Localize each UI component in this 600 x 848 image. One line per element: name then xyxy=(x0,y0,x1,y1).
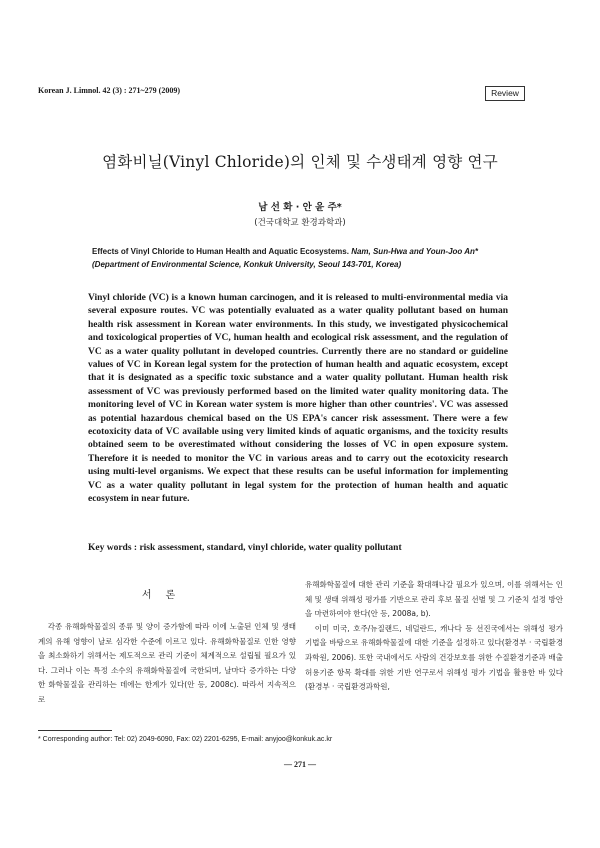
body-text-left-column: 각종 유해화학물질의 종류 및 양이 증가함에 따라 이에 노출된 인체 및 생태계의 유해 영향이 날로 심각한 수준에 이르고 있다. 유해화학물질로 인한 영향을 최소화하기 위해서는 제도적으로 관리 기준이 체계적으로 설립될 필요가 있다. 그러나 이는 특정 소수의 유해화학물질에 국한되며, 날마다 증가하는 다양한 화학물질을 관리하는 데에는 한계가 있다(안 등, 2008c). 따라서 지속적으로 xyxy=(38,622,296,704)
body-text-right-column xyxy=(305,578,563,695)
body-paragraph: 유해화학물질에 대한 관리 기준을 확대해나갈 필요가 있으며, 이를 위해서는 인체 및 생태 위해성 평가를 기반으로 관리 후보 물질 선별 및 그 기준치 설정 방안을 마련하여야 한다(안 등, 2008a, b). xyxy=(305,580,563,619)
authors: 남 선 화 · 안 윤 주* xyxy=(258,202,342,213)
abstract: Vinyl chloride (VC) is a known human carcinogen, and it is released to multi-environmental media via several exposure routes. VC was potentially evaluated as a water quality pollutant based on human health risk assessment in Korean water environments. In this study, we investigated physicochemical and toxicological properties of VC, human health and ecological risk assessment, and the regulation of VC as a water quality pollutant in developed countries. Currently there are no standard or guideline values of VC in Korean legal system for the protection of human health and aquatic ecosystem, except that it is designated as a specific toxic substance and a water quality pollutant. Human health risk assessment of VC was previously performed based on the limited water quality monitoring data. The monitoring level of VC in Korean water system is more higher than other countries'. VC was assessed as potential hazardous chemical based on the US EPA's cancer risk assessment. There were a few ecotoxicity data of VC available using very limited kinds of aquatic organisms, and the toxicity results obtained seem to be overestimated without considering the losses of VC in open exposure system. Therefore it is needed to monitor the VC in various areas and to carry out the ecotoxicity research using multi-level organisms. We expect that these results can be useful information for implementing VC as a water quality pollutant in legal system for the protection of human health and aquatic ecosystem in near future. xyxy=(88,293,508,505)
corresponding-author-footnote: * Corresponding author: Tel: 02) 2049-6090, Fax: 02) 2201-6295, E-mail: anyjoo@konkuk.ac.kr xyxy=(38,736,333,743)
journal-citation: Korean J. Limnol. 42 (3) : 271~279 (2009) xyxy=(38,86,181,95)
keywords: Key words : risk assessment, standard, vinyl chloride, water quality pollutant xyxy=(88,543,402,553)
paper-title: 염화비닐(Vinyl Chloride)의 인체 및 수생태계 영향 연구 xyxy=(102,153,498,171)
article-type-badge: Review xyxy=(485,86,525,101)
english-title-block xyxy=(92,245,504,271)
page-number: — 271 — xyxy=(284,760,316,769)
english-authors-affiliation: Nam, Sun-Hwa and Youn-Joo An* (Department of Environmental Science, Konkuk University, Seoul 143-701, Korea) xyxy=(92,247,479,269)
body-paragraph: 이미 미국, 호주/뉴질랜드, 네덜란드, 캐나다 등 선진국에서는 위해성 평가 기법을 바탕으로 유해화학물질에 대한 기준을 설정하고 있다(환경부 · 국립환경과학원, 2006). 또한 국내에서도 사람의 건강보호를 위한 수질환경기준과 배출허용기준 항목 확대를 위한 기반 연구로서 위해성 평가 기법을 활용한 바 있다(환경부 · 국립환경과학원, xyxy=(305,623,563,692)
footnote-divider xyxy=(38,730,112,731)
section-heading-introduction: 서론 xyxy=(141,590,190,601)
english-title: Effects of Vinyl Chloride to Human Health and Aquatic Ecosystems. xyxy=(92,247,349,256)
affiliation: (건국대학교 환경과학과) xyxy=(254,218,346,228)
